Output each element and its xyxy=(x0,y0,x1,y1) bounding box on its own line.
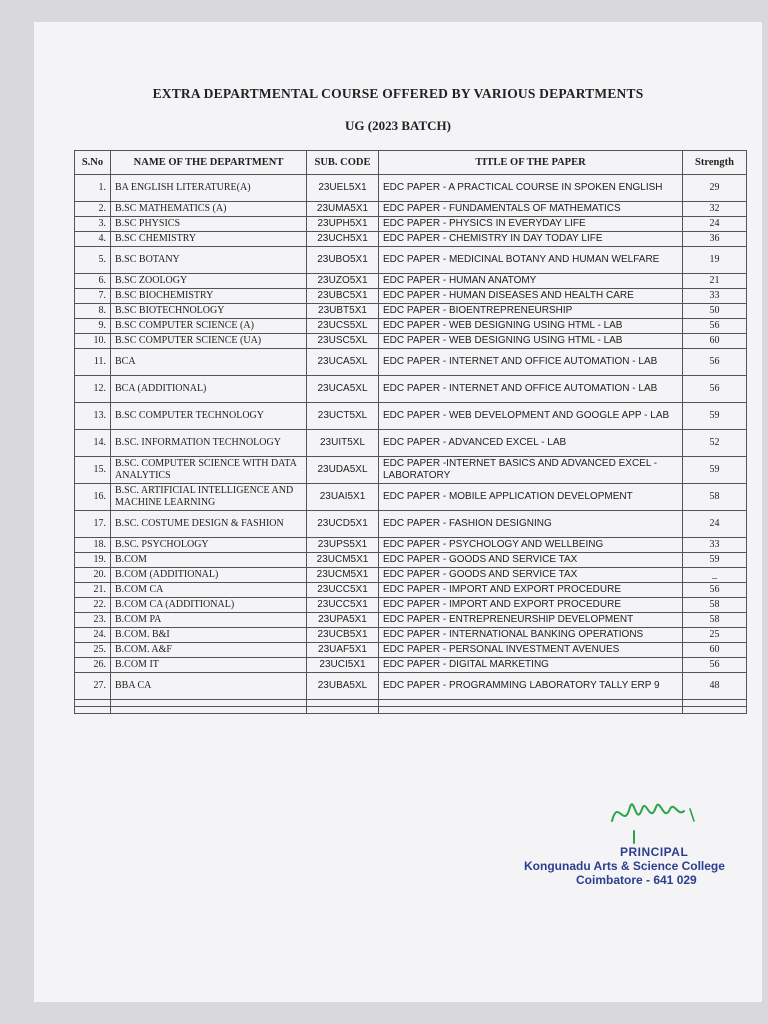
empty-cell xyxy=(683,707,747,714)
cell-paper: EDC PAPER - ENTREPRENEURSHIP DEVELOPMENT xyxy=(379,613,683,628)
table-row xyxy=(75,628,747,643)
table-row xyxy=(75,304,747,319)
table-row xyxy=(75,430,747,457)
cell-code: 23UBA5XL xyxy=(307,673,379,700)
cell-sno: 10. xyxy=(75,334,111,349)
cell-department: B.SC COMPUTER TECHNOLOGY xyxy=(111,403,307,430)
cell-code: 23UAF5X1 xyxy=(307,643,379,658)
cell-paper: EDC PAPER - FUNDAMENTALS OF MATHEMATICS xyxy=(379,202,683,217)
cell-sno: 12. xyxy=(75,376,111,403)
cell-sno: 25. xyxy=(75,643,111,658)
cell-paper: EDC PAPER -INTERNET BASICS AND ADVANCED EXCEL - LABORATORY xyxy=(379,457,683,484)
cell-strength: 19 xyxy=(683,247,747,274)
cell-department: B.SC BIOCHEMISTRY xyxy=(111,289,307,304)
cell-department: B.SC. ARTIFICIAL INTELLIGENCE AND MACHINE LEARNING xyxy=(111,484,307,511)
principal-title: PRINCIPAL xyxy=(620,845,689,859)
table-row xyxy=(75,349,747,376)
cell-strength: 32 xyxy=(683,202,747,217)
cell-department: BBA CA xyxy=(111,673,307,700)
cell-code: 23UIT5XL xyxy=(307,430,379,457)
cell-paper: EDC PAPER - MOBILE APPLICATION DEVELOPMENT xyxy=(379,484,683,511)
cell-strength: 60 xyxy=(683,643,747,658)
document-page xyxy=(34,22,762,1002)
cell-sno: 6. xyxy=(75,274,111,289)
cell-strength: 24 xyxy=(683,217,747,232)
cell-paper: EDC PAPER - INTERNET AND OFFICE AUTOMATION - LAB xyxy=(379,376,683,403)
cell-code: 23UCH5X1 xyxy=(307,232,379,247)
cell-code: 23UAI5X1 xyxy=(307,484,379,511)
cell-paper: EDC PAPER - DIGITAL MARKETING xyxy=(379,658,683,673)
cell-paper: EDC PAPER - INTERNET AND OFFICE AUTOMATION - LAB xyxy=(379,349,683,376)
cell-paper: EDC PAPER - HUMAN DISEASES AND HEALTH CARE xyxy=(379,289,683,304)
empty-cell xyxy=(75,707,111,714)
cell-sno: 21. xyxy=(75,583,111,598)
cell-strength: 59 xyxy=(683,403,747,430)
cell-sno: 16. xyxy=(75,484,111,511)
table-row xyxy=(75,274,747,289)
table-row xyxy=(75,643,747,658)
cell-paper: EDC PAPER - BIOENTREPRENEURSHIP xyxy=(379,304,683,319)
cell-paper: EDC PAPER - CHEMISTRY IN DAY TODAY LIFE xyxy=(379,232,683,247)
header-paper: TITLE OF THE PAPER xyxy=(379,151,683,175)
cell-sno: 19. xyxy=(75,553,111,568)
empty-table-row xyxy=(75,700,747,707)
header-sno: S.No xyxy=(75,151,111,175)
empty-cell xyxy=(683,700,747,707)
cell-sno: 24. xyxy=(75,628,111,643)
cell-department: BA ENGLISH LITERATURE(A) xyxy=(111,175,307,202)
cell-sno: 3. xyxy=(75,217,111,232)
cell-code: 23UEL5X1 xyxy=(307,175,379,202)
table-row xyxy=(75,598,747,613)
empty-cell xyxy=(379,707,683,714)
cell-code: 23UCB5X1 xyxy=(307,628,379,643)
cell-department: B.COM CA (ADDITIONAL) xyxy=(111,598,307,613)
cell-paper: EDC PAPER - PROGRAMMING LABORATORY TALLY ERP 9 xyxy=(379,673,683,700)
cell-code: 23UDA5XL xyxy=(307,457,379,484)
cell-department: B.SC. COMPUTER SCIENCE WITH DATA ANALYTICS xyxy=(111,457,307,484)
cell-code: 23UPH5X1 xyxy=(307,217,379,232)
cell-strength: 25 xyxy=(683,628,747,643)
cell-sno: 4. xyxy=(75,232,111,247)
cell-paper: EDC PAPER - GOODS AND SERVICE TAX xyxy=(379,553,683,568)
cell-department: B.COM IT xyxy=(111,658,307,673)
cell-sno: 2. xyxy=(75,202,111,217)
cell-paper: EDC PAPER - PERSONAL INVESTMENT AVENUES xyxy=(379,643,683,658)
cell-sno: 22. xyxy=(75,598,111,613)
college-name: Kongunadu Arts & Science College xyxy=(524,859,725,873)
table-row xyxy=(75,217,747,232)
table-row xyxy=(75,673,747,700)
empty-cell xyxy=(307,700,379,707)
table-row xyxy=(75,334,747,349)
table-row xyxy=(75,403,747,430)
cell-sno: 26. xyxy=(75,658,111,673)
cell-sno: 8. xyxy=(75,304,111,319)
cell-department: B.COM. B&I xyxy=(111,628,307,643)
cell-sno: 27. xyxy=(75,673,111,700)
cell-strength: 48 xyxy=(683,673,747,700)
cell-strength: 29 xyxy=(683,175,747,202)
table-row xyxy=(75,247,747,274)
cell-paper: EDC PAPER - GOODS AND SERVICE TAX xyxy=(379,568,683,583)
cell-sno: 15. xyxy=(75,457,111,484)
cell-code: 23USC5XL xyxy=(307,334,379,349)
cell-strength: 36 xyxy=(683,232,747,247)
cell-paper: EDC PAPER - ADVANCED EXCEL - LAB xyxy=(379,430,683,457)
cell-sno: 14. xyxy=(75,430,111,457)
cell-strength: 58 xyxy=(683,484,747,511)
table-row xyxy=(75,511,747,538)
cell-strength: _ xyxy=(683,568,747,583)
cell-paper: EDC PAPER - INTERNATIONAL BANKING OPERATIONS xyxy=(379,628,683,643)
cell-paper: EDC PAPER - PHYSICS IN EVERYDAY LIFE xyxy=(379,217,683,232)
table-row xyxy=(75,613,747,628)
cell-department: B.SC. PSYCHOLOGY xyxy=(111,538,307,553)
cell-paper: EDC PAPER - WEB DESIGNING USING HTML - LAB xyxy=(379,319,683,334)
cell-sno: 5. xyxy=(75,247,111,274)
cell-department: B.SC. COSTUME DESIGN & FASHION xyxy=(111,511,307,538)
table-row xyxy=(75,232,747,247)
cell-paper: EDC PAPER - A PRACTICAL COURSE IN SPOKEN ENGLISH xyxy=(379,175,683,202)
cell-paper: EDC PAPER - WEB DESIGNING USING HTML - LAB xyxy=(379,334,683,349)
cell-code: 23UPA5X1 xyxy=(307,613,379,628)
cell-strength: 33 xyxy=(683,289,747,304)
table-row xyxy=(75,484,747,511)
cell-sno: 23. xyxy=(75,613,111,628)
course-table xyxy=(74,150,747,714)
cell-strength: 21 xyxy=(683,274,747,289)
cell-code: 23UBT5X1 xyxy=(307,304,379,319)
cell-department: B.SC MATHEMATICS (A) xyxy=(111,202,307,217)
college-place: Coimbatore - 641 029 xyxy=(576,873,697,887)
empty-cell xyxy=(75,700,111,707)
cell-paper: EDC PAPER - HUMAN ANATOMY xyxy=(379,274,683,289)
cell-department: B.COM xyxy=(111,553,307,568)
cell-department: B.SC COMPUTER SCIENCE (A) xyxy=(111,319,307,334)
cell-paper: EDC PAPER - PSYCHOLOGY AND WELLBEING xyxy=(379,538,683,553)
cell-code: 23UMA5X1 xyxy=(307,202,379,217)
cell-department: B.SC BOTANY xyxy=(111,247,307,274)
cell-department: B.COM. A&F xyxy=(111,643,307,658)
table-row xyxy=(75,538,747,553)
table-row xyxy=(75,175,747,202)
cell-paper: EDC PAPER - MEDICINAL BOTANY AND HUMAN WELFARE xyxy=(379,247,683,274)
cell-strength: 52 xyxy=(683,430,747,457)
header-strength: Strength xyxy=(683,151,747,175)
cell-department: B.COM PA xyxy=(111,613,307,628)
cell-sno: 1. xyxy=(75,175,111,202)
cell-code: 23UBC5X1 xyxy=(307,289,379,304)
table-row xyxy=(75,553,747,568)
cell-department: B.SC PHYSICS xyxy=(111,217,307,232)
cell-code: 23UCA5XL xyxy=(307,376,379,403)
table-row xyxy=(75,568,747,583)
cell-strength: 59 xyxy=(683,457,747,484)
cell-department: B.SC BIOTECHNOLOGY xyxy=(111,304,307,319)
cell-strength: 60 xyxy=(683,334,747,349)
signature-mark xyxy=(604,787,724,845)
cell-code: 23UCM5X1 xyxy=(307,568,379,583)
cell-paper: EDC PAPER - WEB DEVELOPMENT AND GOOGLE APP - LAB xyxy=(379,403,683,430)
cell-paper: EDC PAPER - IMPORT AND EXPORT PROCEDURE xyxy=(379,598,683,613)
cell-code: 23UCC5X1 xyxy=(307,583,379,598)
cell-department: B.SC COMPUTER SCIENCE (UA) xyxy=(111,334,307,349)
cell-department: B.COM CA xyxy=(111,583,307,598)
cell-code: 23UCT5XL xyxy=(307,403,379,430)
cell-code: 23UBO5X1 xyxy=(307,247,379,274)
cell-strength: 56 xyxy=(683,349,747,376)
cell-strength: 56 xyxy=(683,376,747,403)
cell-strength: 56 xyxy=(683,658,747,673)
cell-paper: EDC PAPER - IMPORT AND EXPORT PROCEDURE xyxy=(379,583,683,598)
empty-cell xyxy=(307,707,379,714)
cell-sno: 18. xyxy=(75,538,111,553)
table-row xyxy=(75,658,747,673)
cell-code: 23UCC5X1 xyxy=(307,598,379,613)
cell-department: B.COM (ADDITIONAL) xyxy=(111,568,307,583)
document-subtitle: UG (2023 BATCH) xyxy=(345,118,451,133)
cell-sno: 9. xyxy=(75,319,111,334)
cell-department: B.SC. INFORMATION TECHNOLOGY xyxy=(111,430,307,457)
cell-sno: 7. xyxy=(75,289,111,304)
header-code: SUB. CODE xyxy=(307,151,379,175)
cell-code: 23UZO5X1 xyxy=(307,274,379,289)
cell-strength: 50 xyxy=(683,304,747,319)
table-header-row xyxy=(75,151,747,175)
cell-code: 23UCD5X1 xyxy=(307,511,379,538)
header-department: NAME OF THE DEPARTMENT xyxy=(111,151,307,175)
empty-table-row xyxy=(75,707,747,714)
cell-department: B.SC ZOOLOGY xyxy=(111,274,307,289)
empty-cell xyxy=(379,700,683,707)
cell-code: 23UCA5XL xyxy=(307,349,379,376)
cell-strength: 56 xyxy=(683,583,747,598)
empty-cell xyxy=(111,707,307,714)
table-row xyxy=(75,319,747,334)
cell-code: 23UCI5X1 xyxy=(307,658,379,673)
table-body xyxy=(75,175,747,714)
empty-cell xyxy=(111,700,307,707)
cell-sno: 13. xyxy=(75,403,111,430)
table-row xyxy=(75,457,747,484)
table-row xyxy=(75,202,747,217)
table-row xyxy=(75,289,747,304)
table-row xyxy=(75,376,747,403)
document-title: EXTRA DEPARTMENTAL COURSE OFFERED BY VARIOUS DEPARTMENTS xyxy=(152,86,644,101)
cell-sno: 17. xyxy=(75,511,111,538)
cell-strength: 59 xyxy=(683,553,747,568)
cell-strength: 56 xyxy=(683,319,747,334)
cell-code: 23UPS5X1 xyxy=(307,538,379,553)
cell-strength: 24 xyxy=(683,511,747,538)
cell-department: BCA xyxy=(111,349,307,376)
cell-strength: 58 xyxy=(683,598,747,613)
cell-paper: EDC PAPER - FASHION DESIGNING xyxy=(379,511,683,538)
cell-department: B.SC CHEMISTRY xyxy=(111,232,307,247)
cell-department: BCA (ADDITIONAL) xyxy=(111,376,307,403)
cell-strength: 33 xyxy=(683,538,747,553)
table-row xyxy=(75,583,747,598)
cell-code: 23UCS5XL xyxy=(307,319,379,334)
cell-sno: 20. xyxy=(75,568,111,583)
cell-sno: 11. xyxy=(75,349,111,376)
cell-strength: 58 xyxy=(683,613,747,628)
cell-code: 23UCM5X1 xyxy=(307,553,379,568)
